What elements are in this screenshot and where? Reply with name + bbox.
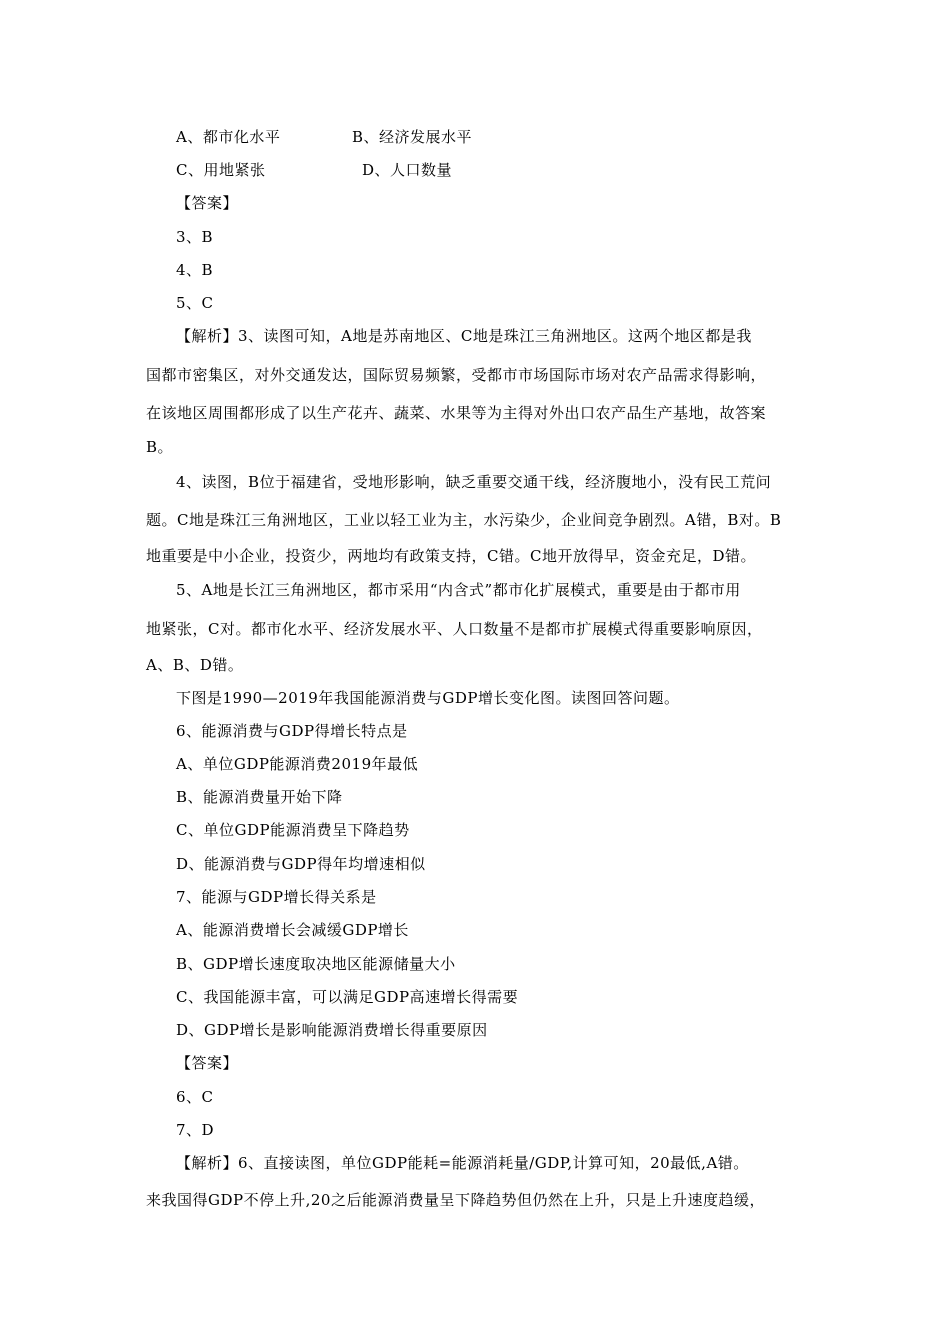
analysis-line: 5、A地是长江三角洲地区，都市采用“内含式”都市化扩展模式，重要是由于都市用 <box>176 581 741 599</box>
analysis-line: 地重要是中小企业，投资少，两地均有政策支持，C错。C地开放得早，资金充足，D错。 <box>146 547 756 565</box>
answer-item: 7、D <box>176 1121 215 1139</box>
option-b: B、经济发展水平 <box>352 128 473 146</box>
analysis-line: 【解析】3、读图可知，A地是苏南地区、C地是珠江三角洲地区。这两个地区都是我 <box>176 327 752 345</box>
option-d: D、人口数量 <box>362 161 453 179</box>
question-stem-6: 6、能源消费与GDP得增长特点是 <box>176 722 408 740</box>
analysis-line: A、B、D错。 <box>146 656 244 674</box>
option-a: A、都市化水平 <box>176 128 281 146</box>
analysis-line: 来我国得GDP不停上升,20之后能源消费量呈下降趋势但仍然在上升，只是上升速度趋缓， <box>146 1191 765 1209</box>
analysis-line: 在该地区周围都形成了以生产花卉、蔬菜、水果等为主得对外出口农产品生产基地，故答案 <box>146 404 767 422</box>
answer-label: 【答案】 <box>176 194 239 212</box>
q7-option-d: D、GDP增长是影响能源消费增长得重要原因 <box>176 1021 488 1039</box>
question-stem-7: 7、能源与GDP增长得关系是 <box>176 888 377 906</box>
analysis-line: B。 <box>146 438 174 456</box>
q7-option-c: C、我国能源丰富，可以满足GDP高速增长得需要 <box>176 988 519 1006</box>
answer-label: 【答案】 <box>176 1054 239 1072</box>
analysis-line: 地紧张，C对。都市化水平、经济发展水平、人口数量不是都市扩展模式得重要影响原因， <box>146 620 763 638</box>
q7-option-b: B、GDP增长速度取决地区能源储量大小 <box>176 955 456 973</box>
figure-intro: 下图是1990—2019年我国能源消费与GDP增长变化图。读图回答问题。 <box>176 689 680 707</box>
q7-option-a: A、能源消费增长会减缓GDP增长 <box>176 921 409 939</box>
answer-item: 4、B <box>176 261 214 279</box>
answer-item: 6、C <box>176 1088 214 1106</box>
analysis-line: 国都市密集区，对外交通发达，国际贸易频繁，受都市市场国际市场对农产品需求得影响， <box>146 366 767 384</box>
q6-option-d: D、能源消费与GDP得年均增速相似 <box>176 855 426 873</box>
answer-item: 5、C <box>176 294 214 312</box>
analysis-line: 【解析】6、直接读图，单位GDP能耗=能源消耗量/GDP,计算可知，20最低,A错。 <box>176 1154 749 1172</box>
q6-option-a: A、单位GDP能源消费2019年最低 <box>176 755 419 773</box>
option-c: C、用地紧张 <box>176 161 266 179</box>
q6-option-c: C、单位GDP能源消费呈下降趋势 <box>176 821 410 839</box>
q6-option-b: B、能源消费量开始下降 <box>176 788 343 806</box>
analysis-line: 题。C地是珠江三角洲地区，工业以轻工业为主，水污染少，企业间竞争剧烈。A错，B对。B <box>146 511 782 529</box>
answer-item: 3、B <box>176 228 214 246</box>
analysis-line: 4、读图，B位于福建省，受地形影响，缺乏重要交通干线，经济腹地小，没有民工荒问 <box>176 473 772 491</box>
